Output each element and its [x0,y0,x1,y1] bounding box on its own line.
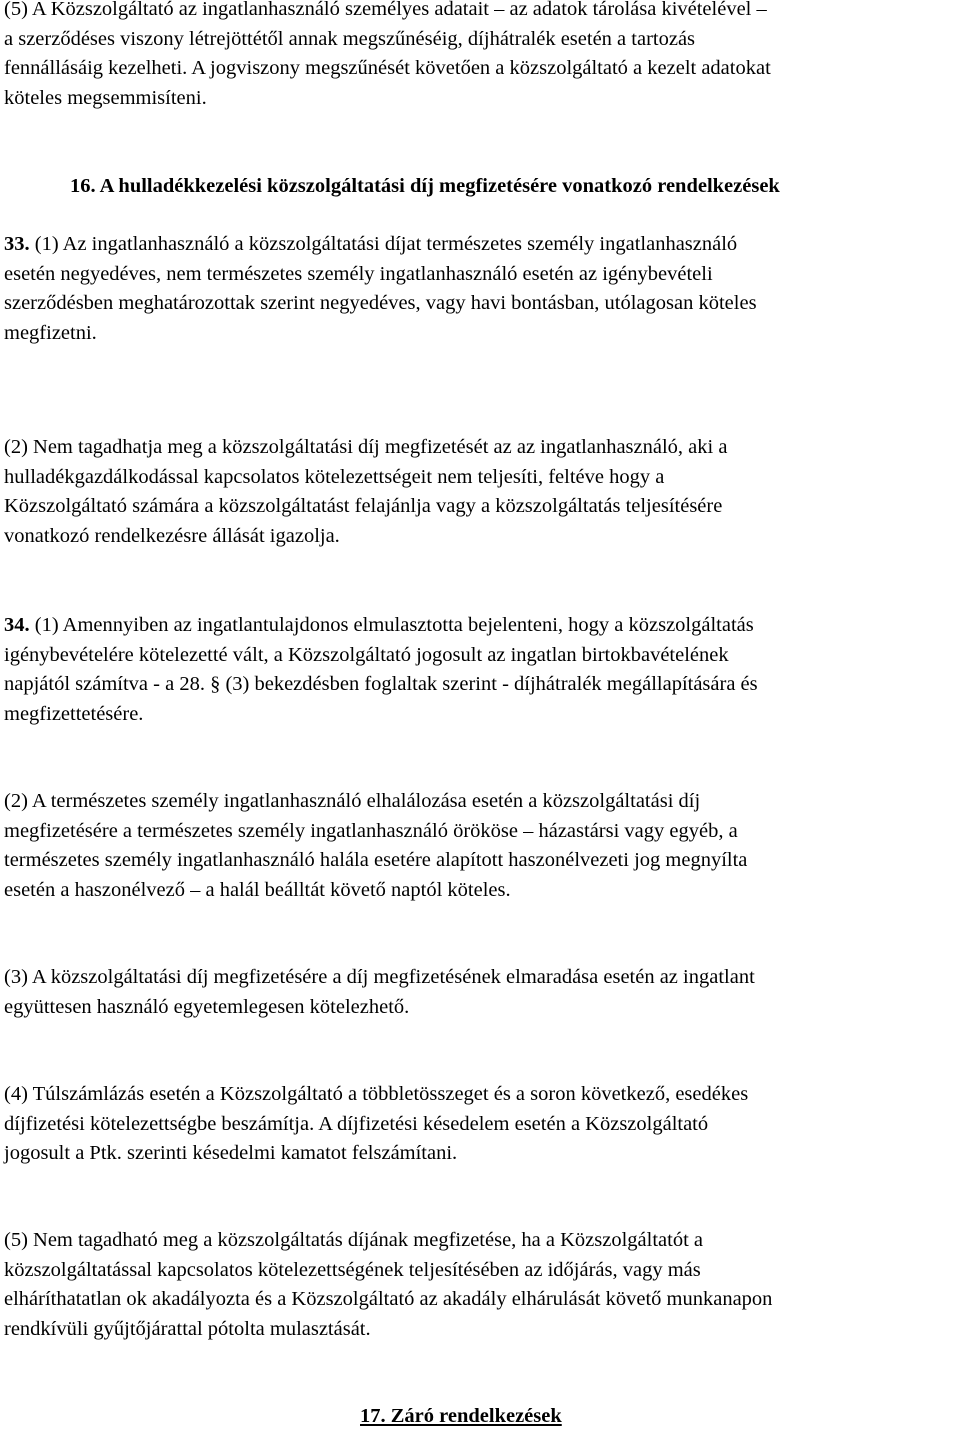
text-line [4,230,757,260]
section-17-heading: 17. Záró rendelkezések [360,1405,562,1427]
text-line: esetén negyedéves, nem természetes személy ingatlanhasználó esetén az igénybevételi [4,262,713,285]
text-line: fennállásáig kezelheti. A jogviszony megszűnését követően a közszolgáltató a kezelt adatokat [4,57,771,80]
text-line: (3) A közszolgáltatási díj megfizetésére a díj megfizetésének elmaradása esetén az ingatlant [4,966,755,988]
text-line: köteles megsemmisíteni. [4,86,207,109]
text-line: jogosult a Ptk. szerinti késedelmi kamatot felszámítani. [4,1142,458,1165]
paragraph-34-3 [4,963,755,1022]
text-line: napjától számítva - a 28. § (3) bekezdésben foglaltak szerint - díjhátralék megállapítására és [4,673,758,696]
text-line: vonatkozó rendelkezésre állását igazolja. [4,524,340,547]
paragraph-data-handling [4,0,771,113]
paragraph-33-2 [4,433,727,551]
text-line: a szerződéses viszony létrejöttétől annak megszűnéséig, díjhátralék esetén a tartozás [4,27,696,50]
text-line: elháríthatatlan ok akadályozta és a Közszolgáltató az akadály elhárulását követő munkanapon [4,1288,773,1311]
text-line: (5) A Közszolgáltató az ingatlanhasználó személyes adatait – az adatok tárolása kivételével – [4,0,767,20]
text-line: megfizetésére a természetes személy ingatlanhasználó örököse – házastársi vagy egyéb, a [4,819,738,842]
section-33-number: 33. [4,233,30,255]
paragraph-33-1 [4,230,757,348]
paragraph-34-2 [4,787,747,905]
text-fragment: (1) Amennyiben az ingatlantulajdonos elmulasztotta bejelenteni, hogy a közszolgáltatás [29,614,754,636]
text-line: természetes személy ingatlanhasználó halála esetére alapított haszonélvezeti jog megnyílta [4,849,748,872]
paragraph-34-4 [4,1080,748,1169]
text-line: (2) Nem tagadhatja meg a közszolgáltatási díj megfizetését az az ingatlanhasználó, aki a [4,436,728,458]
text-line: (5) Nem tagadható meg a közszolgáltatás díjának megfizetése, ha a Közszolgáltatót a [4,1229,703,1251]
text-line: (2) A természetes személy ingatlanhasználó elhalálozása esetén a közszolgáltatási díj [4,790,701,812]
text-line: megfizettetésére. [4,702,144,725]
text-line: megfizetni. [4,321,97,344]
text-line [4,611,758,641]
text-fragment: (1) Az ingatlanhasználó a közszolgáltatási díjat természetes személy ingatlanhasználó [29,233,738,255]
text-line: esetén a haszonélvező – a halál beálltát követő naptól köteles. [4,878,511,901]
text-line: szerződésben meghatározottak szerint negyedéves, vagy havi bontásban, utólagosan köteles [4,292,757,315]
text-line: (4) Túlszámlázás esetén a Közszolgáltató a többletösszeget és a soron következő, esedékes [4,1083,749,1105]
paragraph-34-5 [4,1226,772,1344]
text-line: hulladékgazdálkodással kapcsolatos kötelezettségeit nem teljesíti, feltéve hogy a [4,465,665,488]
text-line: együttesen használó egyetemlegesen kötelezhető. [4,995,410,1018]
text-line: Közszolgáltató számára a közszolgáltatást felajánlja vagy a közszolgáltatás teljesítésére [4,495,723,518]
text-line: rendkívüli gyűjtőjárattal pótolta mulasztását. [4,1317,371,1340]
text-line: díjfizetési kötelezettségbe beszámítja. A díjfizetési késedelem esetén a Közszolgáltató [4,1112,709,1135]
section-34-number: 34. [4,614,30,636]
section-16-heading: 16. A hulladékkezelési közszolgáltatási díj megfizetésére vonatkozó rendelkezések [70,175,780,197]
paragraph-34-1 [4,611,758,729]
text-line: közszolgáltatással kapcsolatos kötelezettségének teljesítésében az időjárás, vagy más [4,1258,701,1281]
text-line: igénybevételére kötelezetté vált, a Közszolgáltató jogosult az ingatlan birtokbavételének [4,643,729,666]
